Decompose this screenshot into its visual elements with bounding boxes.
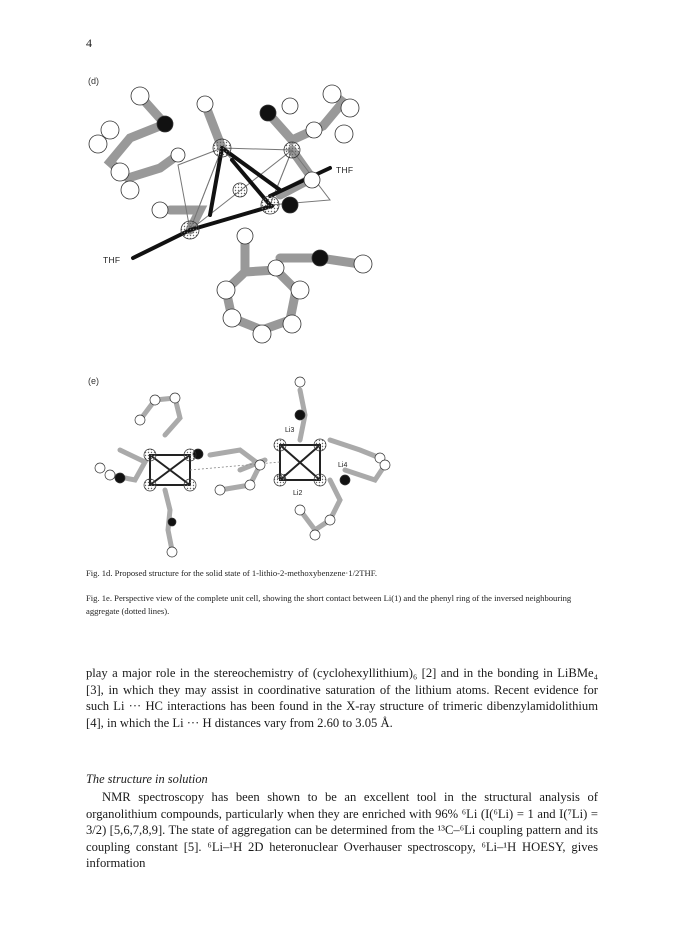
figure-1d <box>0 0 680 370</box>
atom-label-li3: Li3 <box>285 427 295 434</box>
page-number: 4 <box>86 36 92 50</box>
atom-label-li2: Li2 <box>293 490 303 497</box>
caption-fig-1d: Fig. 1d. Proposed structure for the solid state of 1-lithio-2-methoxybenzene·1/2THF. <box>86 568 377 578</box>
atom-label-li1: Li1 <box>277 474 287 481</box>
section-heading: The structure in solution <box>86 772 208 786</box>
body-paragraph-2: NMR spectroscopy has been shown to be an excellent tool in the structural analysis of organolithium compounds, particularly when they are enriched with 96% ⁶Li (I(⁶Li) = 1 and I(⁷Li) = 3/2) [5,6,7,8,9]. The state of aggregation can be determined from the ¹³C–⁶Li coupling pattern and its coupling constant [5]. ⁶Li–¹H 2D heteronuclear Overhauser spectroscopy, ⁶Li–¹H HOESY, gives information <box>86 790 598 871</box>
figure-1e <box>0 370 680 560</box>
body-paragraph-1: play a major role in the stereochemistry of (cyclohexyllithium)₆ [2] and in the bonding in LiBMe₄ [3], in which they may assist in coordinative saturation of the lithium atoms. Recent evidence for such Li ··· HC interactions has been found in the X-ray structure of trimeric dibenzylamidolithium [4], in which the Li ··· H distances vary from 2.60 to 3.05 Å. <box>86 666 598 730</box>
caption-fig-1e: Fig. 1e. Perspective view of the complete unit cell, showing the short contact between Li(1) and the phenyl ring of the inversed neighbouring aggregate (dotted lines). <box>86 593 572 616</box>
figure-1d-molecule-drawing <box>0 0 680 370</box>
atom-label-li4: Li4 <box>338 462 348 469</box>
figure-1d-panel-label: (d) <box>88 76 99 86</box>
figure-1e-panel-label: (e) <box>88 376 99 386</box>
thf-label-right: THF <box>336 165 354 175</box>
thf-label-left: THF <box>103 255 121 265</box>
